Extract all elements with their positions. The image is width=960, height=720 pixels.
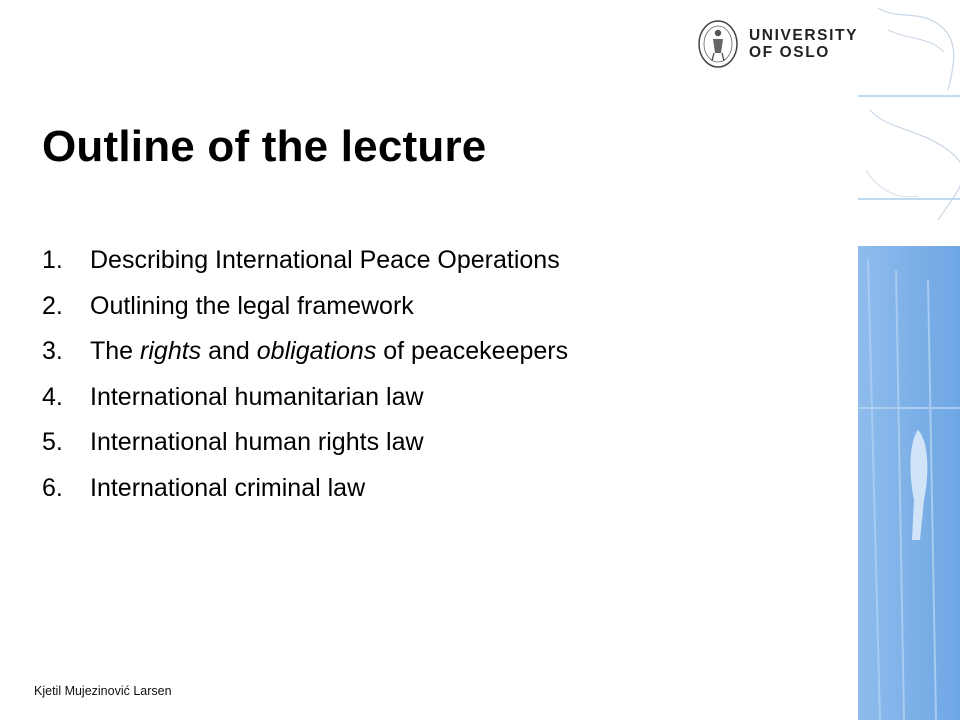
page-title: Outline of the lecture xyxy=(42,122,487,171)
list-item xyxy=(42,284,568,330)
list-item xyxy=(42,420,568,466)
university-seal-icon xyxy=(697,19,739,69)
list-item-number: 1. xyxy=(42,246,63,275)
list-item-text-part: International criminal law xyxy=(90,473,366,502)
list-item-text xyxy=(90,428,424,457)
list-item xyxy=(42,375,568,421)
list-item-text xyxy=(90,337,568,366)
list-item-text-part: of peacekeepers xyxy=(376,337,569,366)
list-item-number: 3. xyxy=(42,337,63,366)
list-item-emphasis: rights xyxy=(140,337,202,366)
list-item-text xyxy=(90,474,365,503)
list-item-number: 2. xyxy=(42,291,63,320)
list-item-text xyxy=(90,292,414,321)
list-item-text-part: and xyxy=(201,337,257,366)
list-item-text-part: International humanitarian law xyxy=(90,382,424,411)
decorative-side-panel xyxy=(858,0,960,720)
list-item xyxy=(42,329,568,375)
apollo-relief-illustration xyxy=(858,0,960,720)
list-item-text-part: Describing International Peace Operations xyxy=(90,246,560,275)
list-item-number: 5. xyxy=(42,428,63,457)
list-item xyxy=(42,238,568,284)
list-item-number: 4. xyxy=(42,382,63,411)
footer-author: Kjetil Mujezinović Larsen xyxy=(34,684,172,698)
logo-line-2: OF OSLO xyxy=(749,44,830,61)
list-item-text-part: The xyxy=(90,337,141,366)
list-item-number: 6. xyxy=(42,473,63,502)
list-item-text-part: Outlining the legal framework xyxy=(90,291,414,320)
university-logo xyxy=(697,18,858,70)
list-item xyxy=(42,466,568,512)
list-item-text xyxy=(90,383,424,412)
list-item-text xyxy=(90,246,560,275)
logo-line-1: UNIVERSITY xyxy=(749,27,859,44)
list-item-emphasis: obligations xyxy=(256,337,377,366)
agenda-list xyxy=(42,238,568,511)
list-item-text-part: International human rights law xyxy=(90,428,424,457)
